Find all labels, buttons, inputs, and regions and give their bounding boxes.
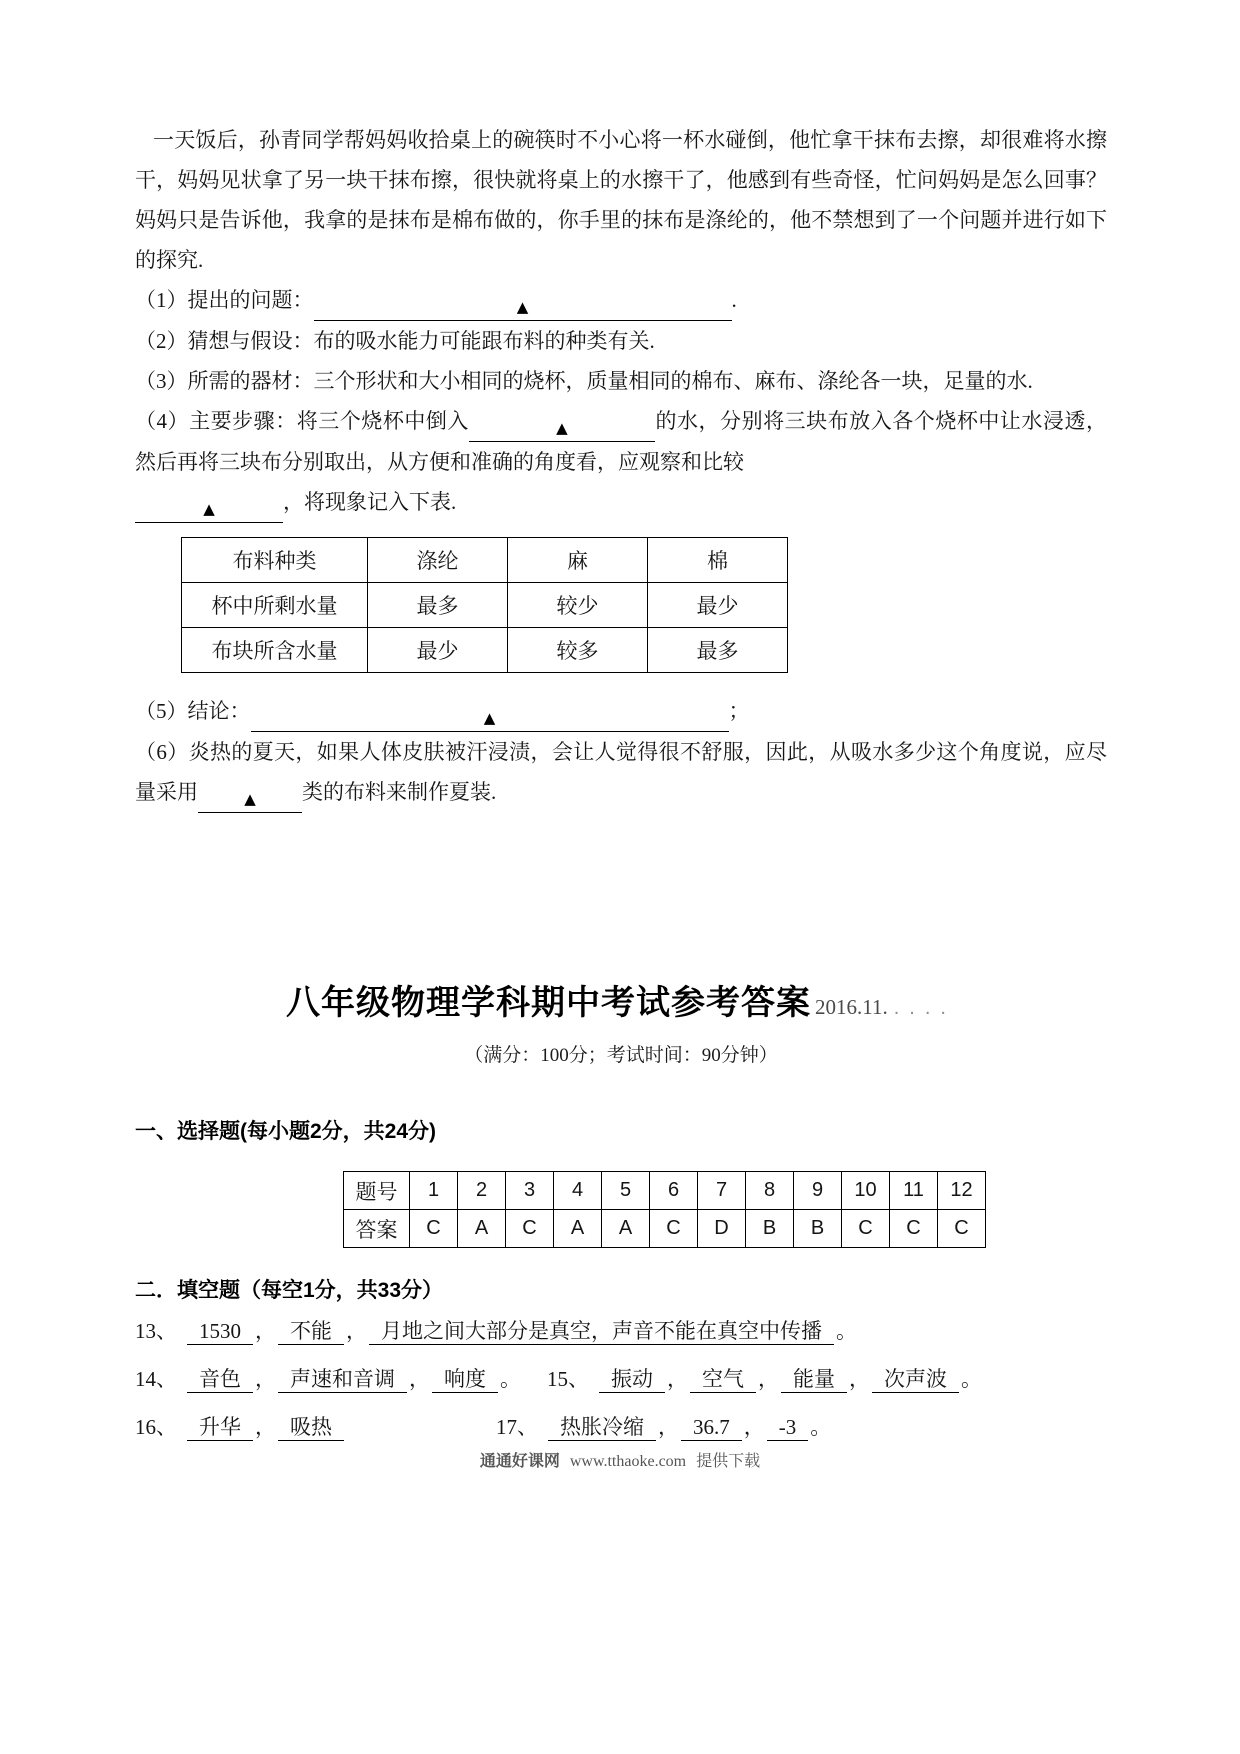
separator: ，: [255, 1367, 276, 1391]
question-5-tail: ；: [728, 699, 750, 723]
answer-marker: ▲: [516, 298, 529, 316]
separator: ，: [346, 1319, 367, 1343]
table-cell: 布块所含水量: [182, 628, 368, 673]
table-cell: 最少: [368, 628, 508, 673]
table-cell: B: [794, 1210, 842, 1248]
answer-key-subtitle: （满分：100分；考试时间：90分钟）: [464, 1045, 778, 1066]
answer-underlined: 吸热: [278, 1415, 344, 1441]
table-cell: 8: [746, 1172, 794, 1210]
table-cell: 麻: [508, 538, 648, 583]
question-5-line: [135, 691, 1107, 732]
table-cell: 12: [938, 1172, 986, 1210]
table-cell: 最多: [368, 583, 508, 628]
answer-underlined: 36.7: [681, 1415, 742, 1441]
question-number: 15、: [547, 1367, 589, 1391]
question-6-block: [135, 732, 1107, 813]
answer-underlined: 月地之间大部分是真空，声音不能在真空中传播: [369, 1319, 834, 1345]
table-cell: 6: [650, 1172, 698, 1210]
question-4-mid: 的水，分别将三块布放入各个烧杯中让水浸透，然后再将三块布分别取出，从方便和准确的角度看，应观察和比较: [135, 409, 1108, 474]
question-1-line: [135, 280, 1107, 321]
answer-underlined: 升华: [187, 1415, 253, 1441]
answer-marker: ▲: [483, 709, 496, 727]
table-row: [344, 1210, 986, 1248]
table-cell: 杯中所剩水量: [182, 583, 368, 628]
question-1-label: （1）提出的问题：: [135, 288, 314, 312]
separator: ，: [667, 1367, 688, 1391]
table-cell: 最多: [648, 628, 788, 673]
table-cell: 1: [410, 1172, 458, 1210]
question-4-label: （4）主要步骤：将三个烧杯中倒入: [135, 409, 469, 433]
table-header-row: [344, 1172, 986, 1210]
footer: [0, 1448, 1240, 1471]
table-cell: A: [458, 1210, 506, 1248]
answer-key-date: 2016.11.: [815, 995, 888, 1019]
table-cell: 棉: [648, 538, 788, 583]
answer-underlined: 响度: [432, 1367, 498, 1393]
site-name: 通通好课网: [479, 1453, 560, 1470]
table-cell: 涤纶: [368, 538, 508, 583]
table-cell: 题号: [344, 1172, 410, 1210]
question-6-text: （6）炎热的夏天，如果人体皮肤被汗浸渍，会让人觉得很不舒服，因此，从吸水多少这个角度说，应尽量采用: [135, 740, 1107, 804]
table-cell: C: [842, 1210, 890, 1248]
table-cell: C: [890, 1210, 938, 1248]
question-2-line: （2）猜想与假设：布的吸水能力可能跟布料的种类有关.: [135, 329, 655, 353]
answer-underlined: 音色: [187, 1367, 253, 1393]
section-2-heading: 二．填空题（每空1分，共33分）: [135, 1279, 444, 1302]
table-cell: A: [602, 1210, 650, 1248]
table-cell: 3: [506, 1172, 554, 1210]
table-header-row: [182, 538, 788, 583]
separator: 。: [961, 1367, 982, 1391]
question-4-block: [135, 401, 1107, 523]
answer-marker: ▲: [556, 419, 568, 437]
table-cell: C: [938, 1210, 986, 1248]
choice-answer-table: [343, 1171, 986, 1248]
footer-suffix: 提供下载: [696, 1453, 761, 1470]
separator: 。: [810, 1415, 832, 1439]
table-cell: 最少: [648, 583, 788, 628]
answer-key-title-text: 八年级物理学科期中考试参考答案: [286, 984, 812, 1022]
table-cell: A: [554, 1210, 602, 1248]
site-url: www.tthaoke.com: [569, 1453, 687, 1470]
separator: ，: [849, 1367, 870, 1391]
separator: 。: [836, 1319, 857, 1343]
answer-key-date-dots: ....: [893, 997, 956, 1019]
question-4-tail: ，将现象记入下表.: [283, 490, 457, 514]
answer-marker: ▲: [244, 790, 256, 808]
fabric-water-table: [181, 537, 788, 673]
question-1-blank: [314, 289, 732, 321]
answer-underlined: 不能: [278, 1319, 344, 1345]
table-cell: 9: [794, 1172, 842, 1210]
fill-answer-line-13: [135, 1311, 1107, 1352]
answer-underlined: 空气: [690, 1367, 756, 1393]
fill-answer-line-16-17: [135, 1407, 1107, 1448]
table-cell: 较少: [508, 583, 648, 628]
question-6-tail: 类的布料来制作夏装.: [302, 780, 497, 804]
table-cell: C: [650, 1210, 698, 1248]
answer-underlined: 能量: [781, 1367, 847, 1393]
question-5-blank: [251, 700, 729, 732]
question-1-period: .: [731, 288, 737, 312]
answer-underlined: 振动: [599, 1367, 665, 1393]
question-3-line: （3）所需的器材：三个形状和大小相同的烧杯，质量相同的棉布、麻布、涤纶各一块，足量的水.: [135, 369, 1033, 393]
table-cell: 5: [602, 1172, 650, 1210]
question-number: 16、: [135, 1415, 177, 1439]
table-cell: C: [506, 1210, 554, 1248]
table-cell: B: [746, 1210, 794, 1248]
question-4-blank-2: [135, 491, 283, 523]
section-1-heading: 一、选择题(每小题2分，共24分): [135, 1120, 437, 1143]
table-cell: C: [410, 1210, 458, 1248]
answer-underlined: 1530: [187, 1319, 253, 1345]
answer-underlined: -3: [767, 1415, 809, 1441]
separator: 。: [500, 1367, 521, 1391]
question-6-blank: [198, 781, 302, 813]
table-row: [182, 583, 788, 628]
answer-underlined: 次声波: [872, 1367, 959, 1393]
separator: ，: [409, 1367, 430, 1391]
separator: ，: [758, 1367, 779, 1391]
question-number: 17、: [496, 1415, 538, 1439]
table-cell: 4: [554, 1172, 602, 1210]
table-cell: 布料种类: [182, 538, 368, 583]
intro-paragraph: 一天饭后，孙青同学帮妈妈收拾桌上的碗筷时不小心将一杯水碰倒，他忙拿干抹布去擦，却很难将水擦干，妈妈见状拿了另一块干抹布擦，很快就将桌上的水擦干了，他感到有些奇怪，忙问妈妈是怎么回事？妈妈只是告诉他，我拿的是抹布是棉布做的，你手里的抹布是涤纶的，他不禁想到了一个问题并进行如下的探究.: [135, 128, 1107, 272]
separator: ，: [255, 1319, 276, 1343]
fill-answer-line-14-15: [135, 1359, 1107, 1400]
separator: ，: [743, 1415, 765, 1439]
table-cell: 10: [842, 1172, 890, 1210]
answer-key-title: [135, 975, 1107, 1024]
table-cell: 答案: [344, 1210, 410, 1248]
table-cell: 7: [698, 1172, 746, 1210]
table-cell: D: [698, 1210, 746, 1248]
separator: ，: [658, 1415, 679, 1439]
table-cell: 2: [458, 1172, 506, 1210]
question-5-label: （5）结论：: [135, 699, 251, 723]
table-cell: 11: [890, 1172, 938, 1210]
table-cell: 较多: [508, 628, 648, 673]
separator: ，: [255, 1415, 276, 1439]
document-content: [135, 120, 1107, 1448]
answer-marker: ▲: [203, 500, 215, 518]
table-row: [182, 628, 788, 673]
question-4-blank: [469, 410, 655, 442]
answer-underlined: 声速和音调: [278, 1367, 407, 1393]
question-number: 13、: [135, 1319, 177, 1343]
answer-underlined: 热胀冷缩: [548, 1415, 656, 1441]
question-number: 14、: [135, 1367, 177, 1391]
